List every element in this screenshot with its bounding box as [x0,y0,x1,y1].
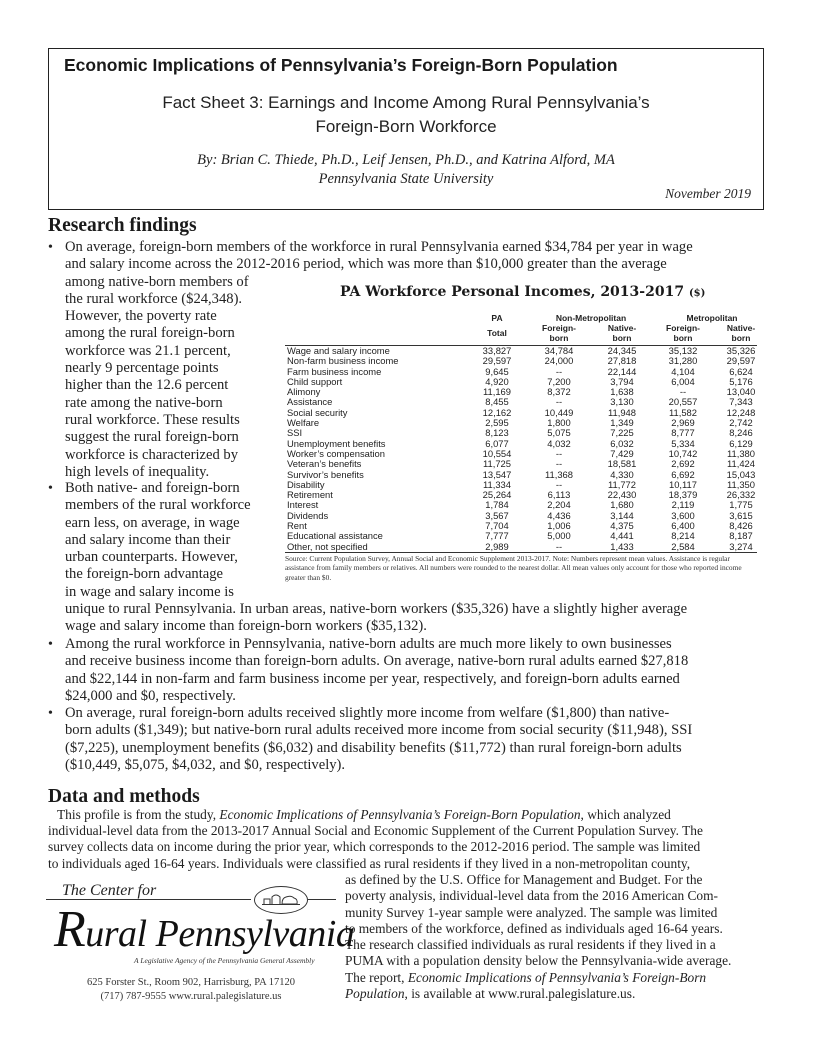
text-line: nearly 9 percentage points [65,360,219,377]
text-line: and $22,144 in non-farm and farm business income per year, respectively, and foreign-born adults earned [65,670,680,687]
text-line: and salary income across the 2012-2016 period, which was more than $10,000 greater than the average [65,256,667,273]
text-line [345,970,731,986]
table-cell: 8,455 [485,396,509,408]
table-cell: 10,742 [668,447,698,459]
table-cell: 2,584 [671,540,695,552]
table-cell: 29,597 [726,355,756,367]
table-cell: 3,144 [610,509,634,521]
table-cell: 15,043 [726,468,756,480]
table-cell: 6,077 [485,437,509,449]
text-line: The research classified individuals as rural residents if they lived in a [345,937,716,953]
header-nonmetro-foreign [529,323,589,343]
table-cell: 1,800 [547,417,571,429]
text-line: PUMA with a population density below the Pennsylvania-wide average. [345,953,732,969]
text-line: the rural workforce ($24,348). [65,290,243,307]
table-cell: 33,827 [482,345,512,356]
table-header [285,312,757,346]
table-cell: 8,246 [729,427,753,439]
table-cell: 7,225 [610,427,634,439]
row-label: Child support [287,375,343,387]
text-line: to members of the workforce, defined as individuals aged 16-64 years. [345,920,723,936]
bullet-icon: • [48,240,53,255]
table-cell: -- [555,447,563,459]
table-cell: 4,436 [547,509,571,521]
table-cell: 11,380 [727,447,755,459]
table-cell: 9,645 [485,365,509,377]
finding-3-text [65,636,688,705]
affiliation: Pennsylvania State University [318,171,494,187]
table-note: Source: Current Population Survey, Annual Social and Economic Supplement 2013-2017. Note: Numbers represent mean values. Assistance is regular assistance from family members or relatives. All numbers were rounded to the nearest dollar. All mean values only account for those who reported income greater than $0. [285,553,742,582]
logo-initial: R [54,901,86,958]
text-line [345,986,731,1002]
logo-name-rest: ural Pennsylvania [85,913,355,955]
text-line: higher than the 12.6 percent [65,377,229,394]
header-total: Total [487,328,507,338]
document-title: Economic Implications of Pennsylvania’s Foreign-Born Population [64,55,618,75]
header-label: Foreign- [666,323,700,333]
row-label: Educational assistance [287,530,383,542]
center-for-rural-pennsylvania-logo [46,880,355,1015]
row-label: Disability [287,478,325,490]
table-cell: 10,449 [544,406,574,418]
row-label: Social security [287,406,348,418]
text-line: Both native- and foreign-born [65,480,240,496]
table-cell: 18,581 [607,458,637,470]
text-line: among the rural foreign-born [65,325,235,342]
table-cell: 25,264 [482,489,512,501]
table-body [285,346,757,552]
table-cell: 4,441 [610,530,634,542]
text-line: ($7,225), unemployment benefits ($6,032) and disability benefits ($11,772) than rural foreign-born adults [65,739,682,756]
table-cell: 6,129 [729,437,753,449]
header-metro: Metropolitan [686,313,738,323]
methods-paragraph [48,807,703,872]
row-label: Interest [287,499,319,511]
fact-sheet-title [49,91,763,139]
text-line: the foreign-born advantage [65,566,224,583]
address: 625 Forster St., Room 902, Harrisburg, PA 17120 [87,977,295,988]
table-cell: 24,000 [544,355,574,367]
text-line: rural workforce. These results [65,411,240,428]
table-cell: 7,343 [729,396,753,408]
report-title: Economic Implications of Pennsylvania’s Foreign-Born [407,969,707,985]
text-line: unique to rural Pennsylvania. In urban areas, native-born workers ($35,326) have a slightly higher average [65,601,688,618]
row-label: Other, not specified [287,540,368,552]
table-row [285,542,757,552]
text-line: as defined by the U.S. Office for Management and Budget. For the [345,872,703,887]
fact-sheet-title-line1: Fact Sheet 3: Earnings and Income Among Rural Pennsylvania’s [162,93,650,112]
table-cell: 4,104 [671,365,695,377]
table-cell: 11,334 [483,478,511,490]
row-label: SSI [287,427,303,439]
table-cell: 31,280 [668,355,698,367]
table-cell: 3,615 [729,509,753,521]
header-label: Foreign- [542,323,576,333]
header-label: born [549,333,569,343]
row-label: Farm business income [287,365,382,377]
fact-sheet-title-line2: Foreign-Born Workforce [315,117,497,136]
text-line [48,807,703,823]
report-title: Population [345,986,405,1002]
authors-block [49,151,763,189]
text-line: workforce was 21.1 percent, [65,342,231,359]
text-line: wage and salary income than foreign-born workers ($35,132). [65,618,427,635]
table-cell: 34,784 [544,345,574,356]
row-label: Veteran’s benefits [287,458,362,470]
text-line: workforce is characterized by [65,446,239,463]
table-cell: 6,032 [610,437,634,449]
header-label: born [612,333,632,343]
text-line: However, the poverty rate [65,308,217,325]
publication-date: November 2019 [665,186,751,201]
table-cell: 1,784 [485,499,509,511]
row-label: Alimony [287,386,321,398]
table-cell: 12,248 [726,406,756,418]
table-cell: 11,948 [608,406,636,418]
table-cell: 22,430 [607,489,637,501]
income-table [285,312,757,582]
table-cell: 12,162 [482,406,512,418]
bullet-icon: • [48,637,53,652]
table-cell: 7,704 [485,520,509,532]
text-line: in wage and salary income is [65,583,234,600]
text-line: born adults ($1,349); but native-born rural adults received more income from social security ($11,948), SSI [65,722,693,739]
table-cell: 35,326 [726,345,756,356]
table-cell: 6,400 [671,520,695,532]
table-cell: 1,006 [547,520,571,532]
text-line: suggest the rural foreign-born [65,429,239,446]
table-cell: 20,557 [668,396,698,408]
header-box [48,48,764,210]
table-cell: 8,777 [671,427,695,439]
header-nonmetro: Non-Metropolitan [555,313,627,323]
row-label: Wage and salary income [287,345,390,356]
table-cell: 11,772 [608,478,636,490]
text-line: members of the rural workforce [65,497,251,514]
table-cell: -- [555,540,563,552]
table-cell: 3,274 [729,540,753,552]
table-title [340,284,705,300]
table-cell: 1,638 [610,386,634,398]
row-label: Worker’s compensation [287,447,385,459]
table-cell: 27,818 [607,355,637,367]
table-cell: 8,372 [547,386,571,398]
table-cell: 5,075 [547,427,571,439]
header-metro-native [711,323,771,343]
finding-4-text [65,705,692,774]
table-cell: 24,345 [607,345,637,356]
text-line: urban counterparts. However, [65,549,238,566]
text-line: poverty analysis, individual-level data from the 2016 American Com- [345,888,718,904]
table-cell: 5,334 [671,437,695,449]
phone-website: (717) 787-9555 www.rural.palegislature.us [100,991,282,1002]
table-cell: 3,130 [610,396,634,408]
authors: By: Brian C. Thiede, Ph.D., Leif Jensen, Ph.D., and Katrina Alford, MA [197,152,615,168]
table-title-text: PA Workforce Personal Incomes, 2013-2017 [340,284,685,300]
text-line: ($10,449, $5,075, $4,032, and $0, respectively). [65,756,346,773]
logo-tagline: A Legislative Agency of the Pennsylvania General Assembly [134,956,315,965]
bullet-icon: • [48,706,53,721]
text-segment: survey collects data on income during the prior year, which corresponds to the 2012-2016 period. The sample was limited [48,839,701,855]
table-cell: 1,433 [610,540,634,552]
table-cell: 7,200 [547,375,571,387]
table-cell: 2,969 [671,417,695,429]
study-title: Economic Implications of Pennsylvania’s Foreign-Born Population [219,807,581,822]
data-methods-heading: Data and methods [48,786,200,807]
methods-paragraph-continued [345,872,731,1002]
text-line [48,839,703,855]
table-cell: 35,132 [668,345,698,356]
table-cell: -- [555,365,563,377]
logo-the-center-for: The Center for [62,882,157,899]
table-cell: 6,004 [671,375,695,387]
row-label: Survivor’s benefits [287,468,364,480]
table-cell: 11,725 [483,458,511,470]
row-label: Welfare [287,417,320,429]
row-label: Unemployment benefits [287,437,386,449]
table-cell: -- [555,478,563,490]
table-cell: 11,582 [669,406,697,418]
table-cell: 8,426 [729,520,753,532]
table-cell: 3,794 [610,375,634,387]
header-label: born [731,333,751,343]
text-line: munity Survey 1-year sample were analyzed. The sample was limited [345,904,718,920]
table-cell: 26,332 [726,489,756,501]
header-label: Native- [607,323,637,333]
report-link-text: , is available at www.rural.palegislature.us. [404,986,636,1002]
text-line: earn less, on average, in wage [65,514,240,531]
table-cell: 7,429 [610,447,634,459]
header-pa: PA [491,313,503,323]
table-cell: 1,680 [610,499,634,511]
table-cell: 11,350 [727,478,755,490]
table-cell: 2,204 [547,499,571,511]
table-cell: 11,368 [545,468,573,480]
table-cell: 4,330 [610,468,634,480]
table-cell: 18,379 [668,489,698,501]
row-label: Rent [287,520,307,532]
text-segment: , which analyzed [580,807,671,822]
table-cell: 29,597 [482,355,512,367]
table-cell: 1,349 [610,417,634,429]
table-cell: 13,040 [726,386,756,398]
text-line: and salary income than their [65,531,231,548]
row-label: Retirement [287,489,333,501]
table-cell: 6,624 [729,365,753,377]
text-segment: to individuals aged 16-64 years. Individuals were classified as rural residents if they lived in a non-metropolitan county, [48,855,691,871]
table-cell: 4,375 [610,520,634,532]
table-cell: 4,032 [547,437,571,449]
text-line: On average, rural foreign-born adults received slightly more income from welfare ($1,800) than native- [65,705,670,721]
research-findings-heading: Research findings [48,215,197,236]
table-cell: 2,742 [729,417,753,429]
text-line [48,856,703,872]
row-label: Assistance [287,396,333,408]
text-line: and receive business income than foreign-born adults. On average, native-born rural adults earned $27,818 [65,653,689,670]
table-cell: 8,123 [485,427,509,439]
header-nonmetro-native [592,323,652,343]
table-cell: 8,214 [671,530,695,542]
table-cell: 7,777 [485,530,509,542]
table-cell: 10,554 [482,447,512,459]
header-metro-foreign [653,323,713,343]
table-cell: 8,187 [729,530,753,542]
text-line [48,823,703,839]
row-label: Non-farm business income [287,355,399,367]
text-line: among native-born members of [65,273,249,290]
text-line: rate among the native-born [65,394,223,411]
text-line: Among the rural workforce in Pennsylvania, native-born adults are much more likely to own businesses [65,636,672,652]
table-cell: 2,989 [485,540,509,552]
table-cell: 2,119 [671,499,695,511]
table-cell: 3,600 [671,509,695,521]
table-cell: 10,117 [669,478,697,490]
table-cell: 13,547 [482,468,512,480]
text-segment: The report, [345,969,408,985]
text-segment: This profile is from the study, [57,807,220,822]
row-label: Dividends [287,509,329,521]
text-line: high levels of inequality. [65,463,210,480]
table-cell: 11,169 [483,386,511,398]
table-cell: -- [555,396,563,408]
table-cell: 5,000 [547,530,571,542]
bullet-icon: • [48,481,53,496]
contact-block [46,976,336,1004]
text-segment: individual-level data from the 2013-2017 Annual Social and Economic Supplement of the Current Population Survey. The [48,823,703,839]
table-cell: 22,144 [607,365,637,377]
table-cell: 11,424 [727,458,755,470]
table-cell: 3,567 [485,509,509,521]
header-label: Native- [726,323,756,333]
table-cell: 2,595 [485,417,509,429]
table-cell: 4,920 [485,375,509,387]
header-label: born [673,333,693,343]
table-cell: 5,176 [729,375,753,387]
table-cell: 6,113 [547,489,571,501]
table-cell: 6,692 [671,468,695,480]
table-cell: -- [679,386,687,398]
table-cell: 2,692 [671,458,695,470]
text-line: $24,000 and $0, respectively. [65,687,236,704]
table-cell: 1,775 [729,499,753,511]
table-cell: -- [555,458,563,470]
text-line: On average, foreign-born members of the workforce in rural Pennsylvania earned $34,784 per year in wage [65,239,693,255]
table-title-unit: ($) [688,288,706,299]
table-row [285,377,757,387]
logo-wordmark [54,900,354,959]
